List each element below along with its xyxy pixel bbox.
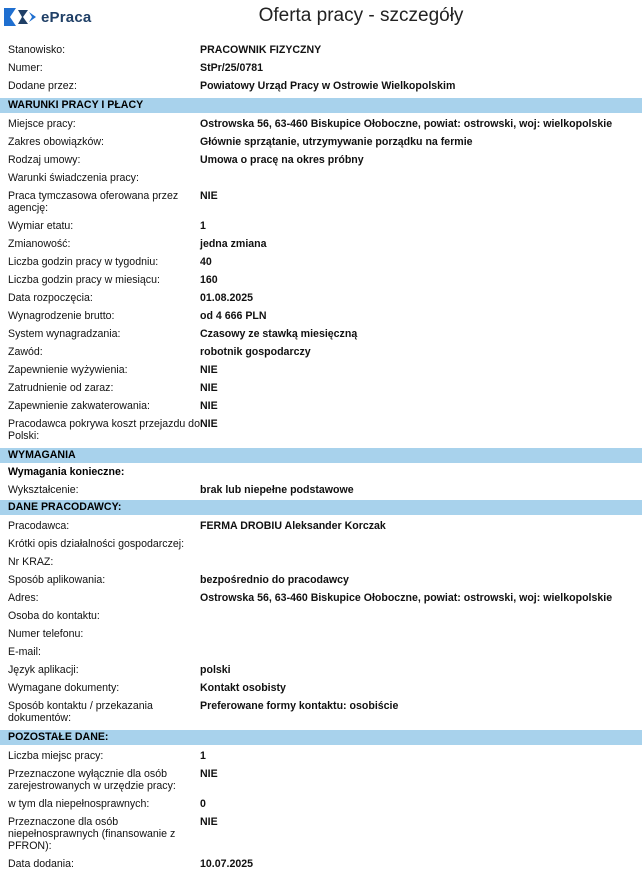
field-value: od 4 666 PLN [200, 310, 267, 322]
field-value: NIE [200, 768, 218, 780]
warunki-rows [0, 118, 642, 442]
field-value: Głównie sprzątanie, utrzymywanie porządku na fermie [200, 136, 473, 148]
field-value: 0 [200, 798, 206, 810]
field-label: E-mail: [8, 646, 41, 658]
field-value: Kontakt osobisty [200, 682, 286, 694]
detail-row [0, 700, 642, 724]
field-label: Zakres obowiązków: [8, 136, 104, 148]
detail-row [0, 484, 642, 496]
field-label: Dodane przez: [8, 80, 77, 92]
detail-row [0, 220, 642, 232]
field-label: Zatrudnienie od zaraz: [8, 382, 114, 394]
detail-row [0, 256, 642, 268]
detail-row [0, 556, 642, 568]
detail-row [0, 118, 642, 130]
field-label: Adres: [8, 592, 39, 604]
field-label: Wynagrodzenie brutto: [8, 310, 115, 322]
field-label: System wynagradzania: [8, 328, 121, 340]
field-label: Pracodawca: [8, 520, 70, 532]
detail-row [0, 400, 642, 412]
field-value: Ostrowska 56, 63-460 Biskupice Ołoboczne, powiat: ostrowski, woj: wielkopolskie [200, 592, 613, 604]
detail-row [0, 382, 642, 394]
detail-row [0, 172, 642, 184]
wymagania-rows [0, 484, 642, 496]
field-label: Język aplikacji: [8, 664, 79, 676]
field-label: Liczba miejsc pracy: [8, 750, 104, 762]
field-label: Sposób kontaktu / przekazania dokumentów: [8, 700, 153, 724]
section-pracodawca: DANE PRACODAWCY: [0, 500, 642, 515]
field-value: Preferowane formy kontaktu: osobiście [200, 700, 399, 712]
detail-row [0, 520, 642, 532]
field-label: Liczba godzin pracy w tygodniu: [8, 256, 159, 268]
field-value: Czasowy ze stawką miesięczną [200, 328, 358, 340]
field-label: Rodzaj umowy: [8, 154, 81, 166]
field-label: Warunki świadczenia pracy: [8, 172, 139, 184]
detail-row [0, 190, 642, 214]
logo-text: ePraca [41, 8, 92, 26]
field-label: Przeznaczone wyłącznie dla osób zarejestrowanych w urzędzie pracy: [8, 768, 176, 792]
detail-row [0, 418, 642, 442]
pracodawca-rows [0, 520, 642, 724]
field-value: FERMA DROBIU Aleksander Korczak [200, 520, 386, 532]
field-value: 01.08.2025 [200, 292, 254, 304]
field-value: NIE [200, 382, 218, 394]
offer-details [0, 40, 642, 876]
field-label: Wymiar etatu: [8, 220, 74, 232]
field-value: StPr/25/0781 [200, 62, 264, 74]
field-value: 1 [200, 220, 206, 232]
detail-row [0, 768, 642, 792]
field-label: Zapewnienie zakwaterowania: [8, 400, 150, 412]
field-value: NIE [200, 364, 218, 376]
detail-row [0, 858, 642, 870]
field-label: Numer telefonu: [8, 628, 84, 640]
detail-row [0, 574, 642, 586]
field-label: Stanowisko: [8, 44, 66, 56]
detail-row [0, 664, 642, 676]
detail-row [0, 538, 642, 550]
detail-row [0, 136, 642, 148]
detail-row [0, 328, 642, 340]
field-value: brak lub niepełne podstawowe [200, 484, 354, 496]
field-value: 1 [200, 750, 206, 762]
field-label: Zapewnienie wyżywienia: [8, 364, 128, 376]
field-label: Pracodawca pokrywa koszt przejazdu do Polski: [8, 418, 200, 442]
pozostale-rows [0, 750, 642, 870]
field-label: Osoba do kontaktu: [8, 610, 100, 622]
field-label: Wykształcenie: [8, 484, 79, 496]
field-label: Miejsce pracy: [8, 118, 76, 130]
detail-row [0, 80, 642, 92]
detail-row [0, 628, 642, 640]
page-title: Oferta pracy - szczegóły [258, 5, 464, 26]
field-value: NIE [200, 816, 218, 828]
field-label: w tym dla niepełnosprawnych: [8, 798, 150, 810]
detail-row [0, 44, 642, 56]
detail-row [0, 310, 642, 322]
field-label: Data dodania: [8, 858, 74, 870]
detail-row [0, 750, 642, 762]
detail-row [0, 646, 642, 658]
detail-row [0, 154, 642, 166]
field-value: NIE [200, 400, 218, 412]
field-label: Praca tymczasowa oferowana przez agencję: [8, 190, 179, 214]
section-wymagania: WYMAGANIA [0, 448, 642, 463]
field-value: Ostrowska 56, 63-460 Biskupice Ołoboczne, powiat: ostrowski, woj: wielkopolskie [200, 118, 613, 130]
field-value: bezpośrednio do pracodawcy [200, 574, 349, 586]
detail-row [0, 798, 642, 810]
detail-row [0, 274, 642, 286]
field-label: Liczba godzin pracy w miesiącu: [8, 274, 160, 286]
wymagania-subheading: Wymagania konieczne: [8, 466, 125, 478]
field-label: Numer: [8, 62, 43, 74]
field-value: robotnik gospodarczy [200, 346, 311, 358]
field-label: Nr KRAZ: [8, 556, 54, 568]
field-label: Zmianowość: [8, 238, 71, 250]
detail-row [0, 292, 642, 304]
field-value: polski [200, 664, 231, 676]
field-value: NIE [200, 418, 218, 430]
field-value: NIE [200, 190, 218, 202]
field-label: Sposób aplikowania: [8, 574, 106, 586]
header [0, 0, 642, 36]
section-pozostale: POZOSTAŁE DANE: [0, 730, 642, 745]
field-value: 40 [200, 256, 212, 268]
field-value: Powiatowy Urząd Pracy w Ostrowie Wielkopolskim [200, 80, 456, 92]
detail-row [0, 364, 642, 376]
section-warunki: WARUNKI PRACY I PŁACY [0, 98, 642, 113]
field-value: jedna zmiana [200, 238, 267, 250]
detail-row [0, 816, 642, 852]
field-value: 160 [200, 274, 218, 286]
field-value: 10.07.2025 [200, 858, 254, 870]
detail-row [0, 610, 642, 622]
detail-row [0, 346, 642, 358]
detail-row [0, 682, 642, 694]
field-label: Wymagane dokumenty: [8, 682, 120, 694]
detail-row [0, 62, 642, 74]
field-label: Przeznaczone dla osób niepełnosprawnych (finansowanie z PFRON): [8, 816, 176, 852]
field-label: Zawód: [8, 346, 43, 358]
detail-row [0, 238, 642, 250]
field-value: PRACOWNIK FIZYCZNY [200, 44, 322, 56]
detail-row [0, 592, 642, 604]
field-label: Data rozpoczęcia: [8, 292, 93, 304]
top-rows [0, 44, 642, 92]
field-value: Umowa o pracę na okres próbny [200, 154, 364, 166]
field-label: Krótki opis działalności gospodarczej: [8, 538, 185, 550]
